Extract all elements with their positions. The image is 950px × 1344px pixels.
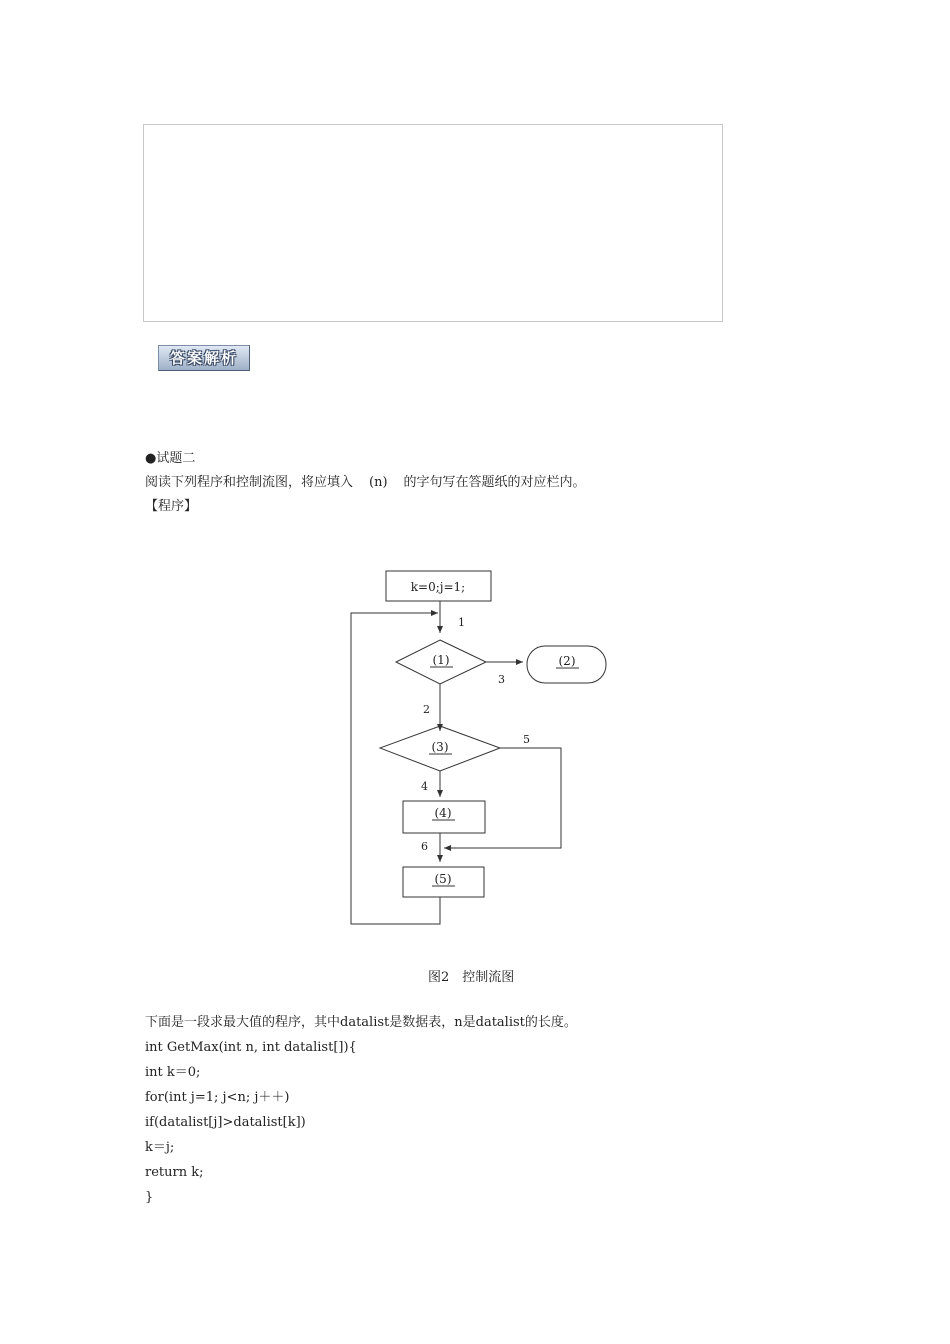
instruction-text-after: 的字句写在答题纸的对应栏内。 [403, 475, 586, 490]
answer-analysis-button[interactable]: 答案解析 [158, 345, 250, 371]
process-node-4-label: (4) [434, 806, 452, 820]
instruction-blank: (n) [369, 475, 388, 490]
edge-4-label: 4 [421, 780, 428, 793]
section-label: 【程序】 [145, 499, 198, 514]
edge-2-label: 2 [423, 703, 430, 716]
answer-box [143, 124, 723, 322]
code-line: int GetMax(int n, int datalist[]){ [145, 1040, 357, 1055]
code-line: int k＝0; [145, 1065, 201, 1080]
figure-caption: 图2 控制流图 [428, 970, 515, 985]
terminal-node-2-label: (2) [558, 654, 576, 668]
code-line: for(int j=1; j<n; j＋＋) [145, 1090, 290, 1105]
question-title: ●试题二 [145, 451, 196, 466]
edge-5-label: 5 [523, 733, 530, 746]
control-flow-diagram [340, 565, 640, 930]
code-line: k＝j; [145, 1140, 175, 1155]
process-node-5-label: (5) [434, 872, 452, 886]
code-line: if(datalist[j]>datalist[k]) [145, 1115, 306, 1130]
start-box-label: k=0;j=1; [410, 580, 466, 594]
edge-3-label: 3 [498, 673, 505, 686]
decision-node-1-label: (1) [432, 653, 450, 667]
edge-1-label: 1 [458, 616, 465, 629]
loop-back-edge [351, 613, 440, 924]
code-line: return k; [145, 1165, 204, 1180]
edge-6-label: 6 [421, 840, 428, 853]
decision-node-3-label: (3) [431, 740, 449, 754]
instruction-text-before: 阅读下列程序和控制流图，将应填入 [145, 475, 354, 490]
code-line: } [145, 1190, 154, 1205]
program-description: 下面是一段求最大值的程序，其中datalist是数据表，n是datalist的长度。 [145, 1015, 577, 1030]
question-instruction [145, 474, 586, 492]
